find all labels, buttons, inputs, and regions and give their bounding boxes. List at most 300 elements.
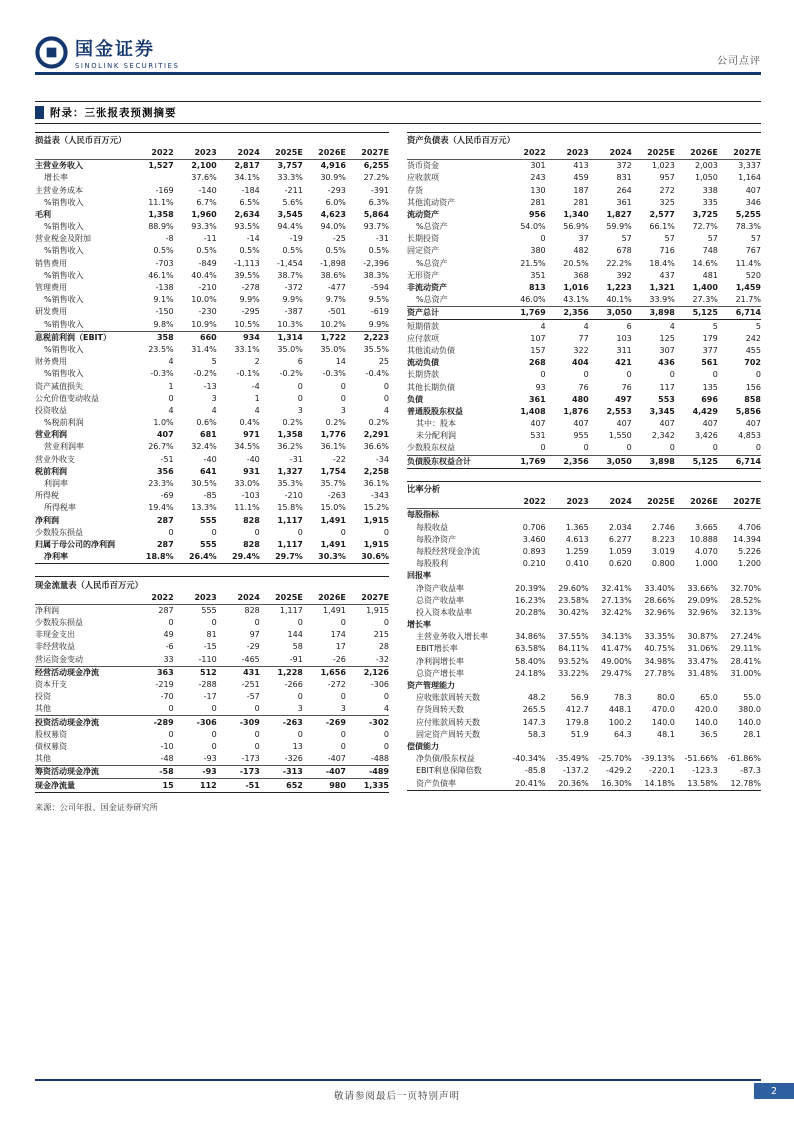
row-value: 6.3% <box>368 197 389 207</box>
year-header: 2026E <box>675 147 718 160</box>
row-value: 3,725 <box>692 209 718 219</box>
row-value: -1,113 <box>233 258 260 268</box>
table-row <box>35 691 389 703</box>
row-value: -0.3% <box>150 369 174 379</box>
row-value: 281 <box>573 197 589 207</box>
row-value: 0 <box>254 741 260 751</box>
row-value: 36.6% <box>363 442 389 452</box>
row-value: 2,577 <box>649 209 675 219</box>
table-row <box>407 418 761 430</box>
row-label: 财务费用 <box>35 357 67 367</box>
row-value: 971 <box>243 430 260 440</box>
row-value: 9.1% <box>153 295 174 305</box>
row-value: 10.888 <box>689 534 718 544</box>
row-value: 9.8% <box>153 319 174 329</box>
row-value: 4.613 <box>565 534 589 544</box>
row-value: 13 <box>292 741 303 751</box>
row-value: 3.019 <box>651 546 675 556</box>
row-value: 1,527 <box>148 161 174 171</box>
row-value: 287 <box>158 605 174 615</box>
row-value: -477 <box>327 283 346 293</box>
row-value: 33.3% <box>277 173 303 183</box>
row-value: -93 <box>203 754 217 764</box>
row-label: 其中：股本 <box>416 419 456 429</box>
table-row <box>407 753 761 765</box>
table-row <box>407 369 761 381</box>
row-value: 156 <box>745 382 761 392</box>
row-label: 其他长期负债 <box>407 382 455 392</box>
row-label: 投资收益 <box>35 405 67 415</box>
row-value: 36.1% <box>320 442 346 452</box>
row-value: 17 <box>335 642 346 652</box>
row-value: 3,757 <box>277 161 303 171</box>
row-value: 407 <box>659 419 675 429</box>
row-value: 0 <box>383 741 389 751</box>
row-value: -48 <box>160 754 174 764</box>
row-label: 主营业务收入 <box>35 161 83 171</box>
row-value: 59.9% <box>606 222 632 232</box>
row-value: 4 <box>168 405 174 415</box>
row-value: 9.7% <box>325 295 346 305</box>
year-header: 2024 <box>589 147 632 160</box>
row-value: 361 <box>528 394 546 404</box>
row-value: -10 <box>160 741 174 751</box>
row-value: 4,853 <box>738 431 761 441</box>
row-label: 现金净流量 <box>35 779 131 792</box>
table-row <box>407 184 761 196</box>
row-label: 非经营收益 <box>35 642 75 652</box>
row-value: 678 <box>616 246 632 256</box>
row-value: 0 <box>712 443 718 453</box>
row-value: 2,126 <box>346 666 389 679</box>
row-value: 29.47% <box>601 668 632 678</box>
page-header <box>35 0 761 70</box>
row-value: 2,342 <box>651 431 675 441</box>
row-value: 1,023 <box>651 161 675 171</box>
table-row <box>35 245 389 257</box>
row-label: 营业利润率 <box>44 442 84 452</box>
row-value: 1,408 <box>520 406 546 416</box>
row-value: 174 <box>330 630 346 640</box>
row-value: -173 <box>217 766 260 779</box>
row-value: 144 <box>287 630 303 640</box>
year-header: 2026E <box>303 147 346 160</box>
year-header: 2022 <box>131 592 174 605</box>
row-value: -313 <box>260 766 303 779</box>
row-value: 268 <box>528 358 546 368</box>
row-value: 37.6% <box>191 173 217 183</box>
table-row <box>35 703 389 716</box>
row-value: 0 <box>669 443 675 453</box>
row-value: -407 <box>303 766 346 779</box>
row-value: 0.5% <box>239 246 260 256</box>
row-value: -278 <box>241 283 260 293</box>
row-value: 46.1% <box>148 270 174 280</box>
row-value: 0.2% <box>368 418 389 428</box>
row-value: 407 <box>702 419 718 429</box>
table-row <box>407 509 761 522</box>
row-value: 716 <box>659 246 675 256</box>
row-value: 0 <box>383 692 389 702</box>
row-label: 投资活动现金净流 <box>35 716 131 729</box>
row-value: 531 <box>530 431 546 441</box>
row-value: 0.800 <box>651 559 675 569</box>
row-value: 520 <box>745 270 761 280</box>
row-value: 431 <box>217 666 260 679</box>
row-label: 少数股东损益 <box>35 618 83 628</box>
table-row <box>407 345 761 357</box>
row-label: 固定资产周转天数 <box>416 729 480 739</box>
row-value: 57 <box>621 234 632 244</box>
row-value: 9.9% <box>368 319 389 329</box>
row-label: EBIT利息保障倍数 <box>416 766 482 776</box>
row-label: 其他流动资产 <box>407 197 455 207</box>
row-value: 25 <box>378 357 389 367</box>
table-row <box>35 527 389 539</box>
row-value: 48.1 <box>657 729 675 739</box>
row-label: 净利润 <box>35 605 59 615</box>
row-value: 555 <box>200 539 217 549</box>
year-header: 2023 <box>546 147 589 160</box>
row-value: 40.4% <box>191 270 217 280</box>
row-value: 1,754 <box>320 466 346 476</box>
row-value: 243 <box>530 173 546 183</box>
row-value: 35.3% <box>277 479 303 489</box>
row-value: 29.09% <box>687 595 718 605</box>
row-value: 0 <box>211 704 217 714</box>
row-value: -6 <box>165 642 174 652</box>
table-row <box>407 270 761 282</box>
row-value: 11.1% <box>234 503 260 513</box>
income-table <box>35 132 389 565</box>
row-value: 931 <box>243 466 260 476</box>
row-value: 0 <box>383 729 389 739</box>
row-value: 828 <box>243 539 260 549</box>
row-value: 30.42% <box>558 607 589 617</box>
row-value: 130 <box>530 185 546 195</box>
row-label: 筹资活动现金净流 <box>35 766 131 779</box>
row-value: 436 <box>658 358 675 368</box>
row-value: 20.28% <box>515 607 546 617</box>
year-header: 2023 <box>546 496 589 509</box>
row-value: 15 <box>131 779 174 792</box>
row-value: 3.460 <box>522 534 546 544</box>
row-label: %总资产 <box>416 222 448 232</box>
row-value: 94.4% <box>277 222 303 232</box>
row-value: 80.0 <box>657 693 675 703</box>
row-value: 1,876 <box>563 406 589 416</box>
row-value: 407 <box>573 419 589 429</box>
row-label: 无形资产 <box>407 270 439 280</box>
row-value: 23.58% <box>558 595 589 605</box>
row-value: -26 <box>332 654 346 664</box>
row-value: 3 <box>340 405 346 415</box>
content-area <box>35 0 761 813</box>
row-value: 20.5% <box>563 258 589 268</box>
row-value: 957 <box>659 173 675 183</box>
row-value: 18.8% <box>131 551 174 564</box>
row-label: %销售收入 <box>44 270 84 280</box>
row-value: 33.0% <box>234 479 260 489</box>
row-value: 179.8 <box>565 717 589 727</box>
table-row <box>35 270 389 282</box>
table-row <box>35 356 389 368</box>
table-title-row <box>35 577 389 592</box>
row-value: -465 <box>241 654 260 664</box>
row-value: 0 <box>340 741 346 751</box>
row-value: 15.0% <box>320 503 346 513</box>
row-value: -211 <box>284 185 303 195</box>
row-value: 38.6% <box>320 270 346 280</box>
row-value: 0.2% <box>282 418 303 428</box>
row-value: -13 <box>203 381 217 391</box>
row-value: 377 <box>702 345 718 355</box>
table-row <box>407 455 761 468</box>
year-header-row <box>35 592 389 605</box>
row-value: 107 <box>530 333 546 343</box>
row-value: 0 <box>211 618 217 628</box>
row-label: 短期借款 <box>407 321 439 331</box>
row-value: -103 <box>241 491 260 501</box>
row-label: 投资 <box>35 692 51 702</box>
row-value: 33.35% <box>644 632 675 642</box>
row-value: -407 <box>327 754 346 764</box>
row-label: 应付款项 <box>407 333 439 343</box>
row-value: 956 <box>528 209 546 219</box>
row-value: -295 <box>241 307 260 317</box>
row-value: -703 <box>155 258 174 268</box>
row-value: 88.9% <box>148 222 174 232</box>
row-value: 0.5% <box>325 246 346 256</box>
year-header: 2025E <box>632 147 675 160</box>
row-value: -110 <box>198 654 217 664</box>
row-value: 404 <box>572 358 589 368</box>
row-value: 19.4% <box>148 503 174 513</box>
row-value: -263 <box>260 716 303 729</box>
row-label: 资本开支 <box>35 680 67 689</box>
row-value: 215 <box>373 630 389 640</box>
row-value: -343 <box>370 491 389 501</box>
row-value: -263 <box>327 491 346 501</box>
row-value: 5,125 <box>675 455 718 468</box>
row-value: 38.3% <box>363 270 389 280</box>
row-value: 1,915 <box>366 605 389 615</box>
table-row <box>407 656 761 668</box>
row-value: 0.620 <box>608 559 632 569</box>
row-value: 0 <box>168 729 174 739</box>
table-row <box>35 429 389 441</box>
row-value: 15.2% <box>363 503 389 513</box>
table-row <box>35 405 389 417</box>
table-row <box>407 258 761 270</box>
table-row <box>407 741 761 753</box>
table-row <box>35 318 389 331</box>
row-value: 27.2% <box>363 173 389 183</box>
row-value: -288 <box>198 680 217 689</box>
row-label: 营运资金变动 <box>35 654 83 664</box>
row-value: 555 <box>201 605 217 615</box>
table-row <box>35 344 389 356</box>
table-row <box>407 607 761 619</box>
row-value: 1,915 <box>363 539 389 549</box>
cashflow-table <box>35 576 389 792</box>
row-value: 31.4% <box>191 344 217 354</box>
table-row <box>35 172 389 184</box>
year-header: 2025E <box>260 592 303 605</box>
row-value: 407 <box>745 185 761 195</box>
row-value: 696 <box>701 394 718 404</box>
row-value: 112 <box>174 779 217 792</box>
table-row <box>407 546 761 558</box>
table-row <box>407 209 761 221</box>
row-value: -326 <box>284 754 303 764</box>
year-header: 2024 <box>589 496 632 509</box>
row-value: 49 <box>163 630 174 640</box>
row-value: 5,864 <box>363 209 389 219</box>
row-value: 32.42% <box>601 607 632 617</box>
row-value: -849 <box>198 258 217 268</box>
row-value: 0 <box>211 527 217 537</box>
row-label: 总资产收益率 <box>416 595 464 605</box>
row-label: 每股指标 <box>407 510 439 520</box>
row-value: 0 <box>254 527 260 537</box>
row-label: 存货 <box>407 185 423 195</box>
table-row <box>35 551 389 564</box>
table-row <box>407 357 761 369</box>
table-row <box>35 641 389 653</box>
row-value: 32.41% <box>601 583 632 593</box>
row-value: 1,016 <box>563 283 589 293</box>
row-value: 0.4% <box>239 418 260 428</box>
row-value: 828 <box>243 515 260 525</box>
row-value: 407 <box>616 419 632 429</box>
row-value: 1,335 <box>346 779 389 792</box>
row-label: %销售收入 <box>44 369 84 379</box>
row-value: 58 <box>292 642 303 652</box>
row-value: 21.7% <box>735 295 761 305</box>
row-value: -58 <box>131 766 174 779</box>
row-value: -35.49% <box>555 754 589 764</box>
table-row <box>35 654 389 667</box>
row-value: 481 <box>702 270 718 280</box>
row-value: -15 <box>203 642 217 652</box>
row-value: 3 <box>297 405 303 415</box>
row-label: 固定资产 <box>407 246 439 256</box>
row-value: 30.6% <box>346 551 389 564</box>
row-value: -0.3% <box>322 369 346 379</box>
row-value: 858 <box>744 394 761 404</box>
row-value: 140.0 <box>738 717 761 727</box>
row-label: 应收款项 <box>407 173 439 183</box>
row-label: %税前利润 <box>44 418 84 428</box>
year-header: 2027E <box>346 147 389 160</box>
row-value: 0 <box>297 618 303 628</box>
table-row <box>407 221 761 233</box>
brand-text <box>75 35 179 70</box>
table-row <box>35 368 389 380</box>
row-value: 1,656 <box>303 666 346 679</box>
row-value: 287 <box>156 539 174 549</box>
row-value: 0.5% <box>282 246 303 256</box>
row-label: 应付账款周转天数 <box>416 717 480 727</box>
row-value: 11.4% <box>735 258 761 268</box>
row-value: 1,358 <box>277 430 303 440</box>
row-value: -501 <box>327 307 346 317</box>
row-value: -289 <box>131 716 174 729</box>
row-value: 0 <box>168 704 174 714</box>
row-label: 增长率 <box>44 173 68 183</box>
row-value: 32.70% <box>730 583 761 593</box>
row-value: 125 <box>659 333 675 343</box>
row-value: 58.40% <box>515 656 546 666</box>
row-value: 39.5% <box>234 270 260 280</box>
row-value: 1,050 <box>694 173 718 183</box>
row-value: 1 <box>254 393 260 403</box>
row-value: 30.87% <box>687 632 718 642</box>
row-value: 0 <box>712 370 718 380</box>
row-value: 36.2% <box>277 442 303 452</box>
row-value: 281 <box>530 197 546 207</box>
row-value: 0 <box>297 527 303 537</box>
table-row <box>407 521 761 533</box>
row-label: 净利率 <box>35 551 131 564</box>
table-row <box>407 619 761 631</box>
row-label: 所得税率 <box>44 503 76 513</box>
row-value: 470.0 <box>651 705 675 715</box>
row-value: -11 <box>203 234 217 244</box>
row-value: 16.30% <box>589 777 632 790</box>
row-value: 13.3% <box>191 503 217 513</box>
row-value: 420.0 <box>694 705 718 715</box>
table-row <box>35 306 389 318</box>
row-value: 35.7% <box>320 479 346 489</box>
row-value: 561 <box>701 358 718 368</box>
row-value: -25 <box>332 234 346 244</box>
table-row <box>35 741 389 753</box>
row-value: 660 <box>174 331 217 344</box>
row-value: 37 <box>578 234 589 244</box>
row-label: %销售收入 <box>44 246 84 256</box>
row-value: 1,769 <box>503 307 546 320</box>
row-value: 12.78% <box>718 777 761 790</box>
row-label: 负债股东权益合计 <box>407 455 503 468</box>
tables-columns <box>35 132 761 793</box>
row-value: 14 <box>335 357 346 367</box>
row-value: 4 <box>540 321 546 331</box>
row-value: 497 <box>615 394 632 404</box>
row-value: 0 <box>254 729 260 739</box>
row-value: 5.6% <box>282 197 303 207</box>
row-value: 51.9 <box>570 729 589 739</box>
row-value: -87.3 <box>740 766 761 776</box>
row-value: -40 <box>203 454 217 464</box>
row-value: 0 <box>583 443 589 453</box>
row-label: 经营活动现金净流 <box>35 666 131 679</box>
row-value: 4,623 <box>320 209 346 219</box>
row-value: 828 <box>244 605 260 615</box>
row-value: 36.5 <box>700 729 718 739</box>
row-value: 2,356 <box>546 455 589 468</box>
table-row <box>35 502 389 514</box>
row-value: 1,314 <box>260 331 303 344</box>
row-value: 10.3% <box>277 319 303 329</box>
row-value: 351 <box>530 270 546 280</box>
table-row <box>35 258 389 270</box>
row-label: 归属于母公司的净利润 <box>35 539 115 549</box>
row-value: 480 <box>572 394 589 404</box>
row-value: -19 <box>289 234 303 244</box>
row-value: 40.75% <box>644 644 675 654</box>
